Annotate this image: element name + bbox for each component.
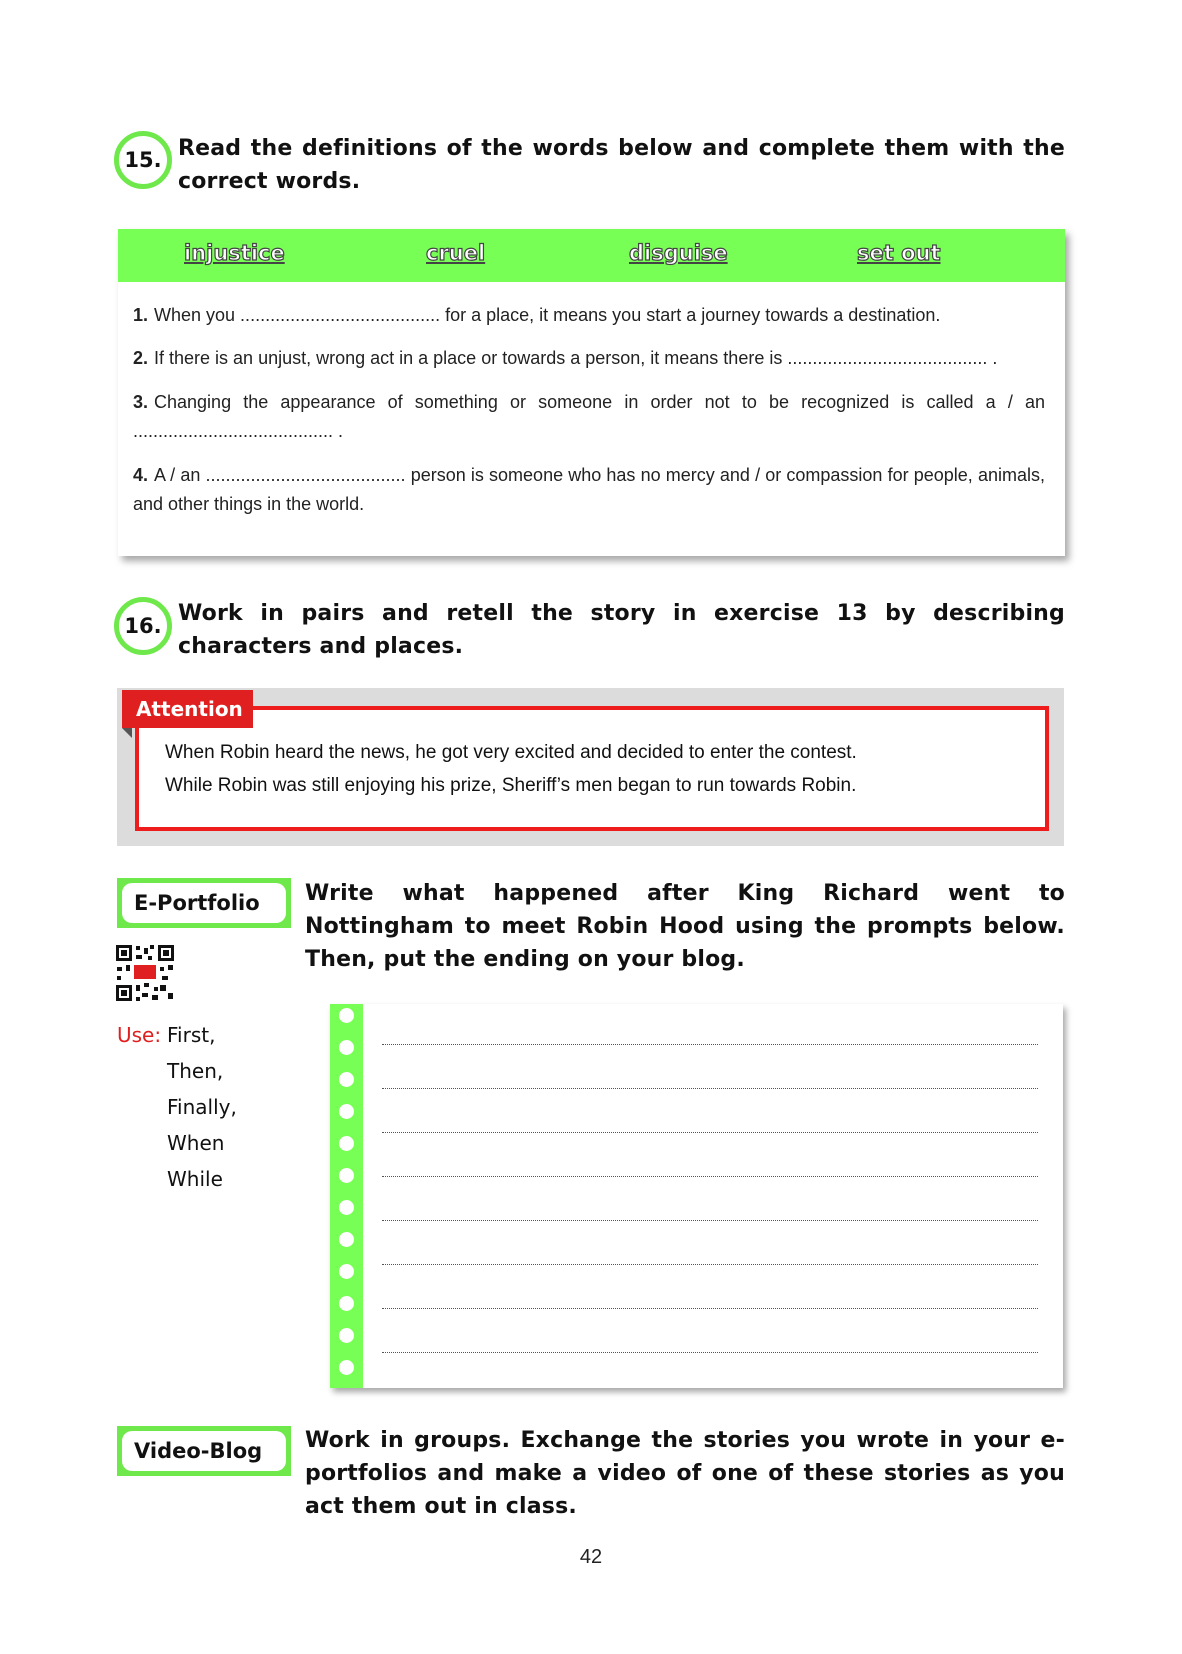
word-bank-item: injustice xyxy=(184,241,285,265)
writing-line[interactable] xyxy=(382,1308,1038,1309)
use-word: Finally, xyxy=(167,1095,237,1119)
definition-item xyxy=(133,301,1045,330)
definition-item xyxy=(133,388,1045,446)
exercise-number-circle xyxy=(114,131,172,189)
binder-hole-icon xyxy=(339,1232,354,1247)
definition-text: Changing the appearance of something or someone in order not to be recognized is called a / an ........................................ . xyxy=(133,392,1045,441)
eportfolio-badge xyxy=(117,878,291,928)
word-bank-item: disguise xyxy=(629,241,728,265)
page-number: 42 xyxy=(579,1546,603,1568)
definition-number: 4. xyxy=(133,465,149,485)
writing-line[interactable] xyxy=(382,1264,1038,1265)
use-word: First, xyxy=(167,1023,216,1047)
definition-item xyxy=(133,344,1045,373)
definition-text: When you ........................................ for a place, it means you start a journey towards a destination. xyxy=(154,305,941,325)
binder-hole-icon xyxy=(339,1168,354,1183)
binder-hole-icon xyxy=(339,1296,354,1311)
binder-hole-icon xyxy=(339,1200,354,1215)
binder-hole-icon xyxy=(339,1040,354,1055)
definition-number: 3. xyxy=(133,392,149,412)
use-word: When xyxy=(167,1131,225,1155)
writing-line[interactable] xyxy=(382,1132,1038,1133)
binder-hole-icon xyxy=(339,1104,354,1119)
binder-hole-icon xyxy=(339,1072,354,1087)
writing-line[interactable] xyxy=(382,1088,1038,1089)
writing-notebook xyxy=(330,1004,1063,1388)
definition-number: 1. xyxy=(133,305,149,325)
videoblog-label: Video-Blog xyxy=(122,1431,286,1471)
exercise-16-instruction: Work in pairs and retell the story in exercise 13 by describing characters and places. xyxy=(178,601,1065,659)
writing-line[interactable] xyxy=(382,1352,1038,1353)
attention-label: Attention xyxy=(122,690,253,728)
attention-example-line: While Robin was still enjoying his prize, Sheriff’s men began to run towards Robin. xyxy=(165,775,857,796)
videoblog-badge xyxy=(117,1426,291,1476)
exercise-number-circle xyxy=(114,597,172,655)
writing-line[interactable] xyxy=(382,1176,1038,1177)
binder-hole-icon xyxy=(339,1360,354,1375)
writing-line[interactable] xyxy=(382,1220,1038,1221)
word-box xyxy=(118,229,1065,556)
eportfolio-label: E-Portfolio xyxy=(122,883,286,923)
attention-tab-fold xyxy=(122,728,132,738)
binder-hole-icon xyxy=(339,1008,354,1023)
exercise-16-number: 16. xyxy=(124,614,162,638)
binder-hole-icon xyxy=(339,1264,354,1279)
definition-text: If there is an unjust, wrong act in a place or towards a person, it means there is ........................................ . xyxy=(154,348,998,368)
exercise-15-number: 15. xyxy=(124,148,162,172)
videoblog-instruction: Work in groups. Exchange the stories you wrote in your e-portfolios and make a video of one of these stories as you act them out in class. xyxy=(305,1428,1065,1519)
binder-hole-icon xyxy=(339,1328,354,1343)
word-bank-item: cruel xyxy=(426,241,486,265)
notebook-spiral-strip xyxy=(330,1004,363,1388)
definition-item xyxy=(133,461,1045,519)
use-word: While xyxy=(167,1167,223,1191)
definition-number: 2. xyxy=(133,348,149,368)
word-bank-item: set out xyxy=(857,241,941,265)
qr-code-icon xyxy=(114,943,176,1003)
binder-hole-icon xyxy=(339,1136,354,1151)
use-label: Use: xyxy=(117,1023,162,1047)
word-bank-bar xyxy=(118,229,1065,282)
use-word: Then, xyxy=(167,1059,224,1083)
attention-frame xyxy=(135,706,1049,831)
definition-text: A / an ........................................ person is someone who has no mercy and / or compassion for people, animals, and other things in the world. xyxy=(133,465,1045,514)
writing-line[interactable] xyxy=(382,1044,1038,1045)
eportfolio-instruction: Write what happened after King Richard went to Nottingham to meet Robin Hood using the prompts below. Then, put the ending on your blog. xyxy=(305,881,1065,972)
exercise-15-instruction: Read the definitions of the words below and complete them with the correct words. xyxy=(178,136,1065,194)
attention-example-line: When Robin heard the news, he got very excited and decided to enter the contest. xyxy=(165,742,857,763)
